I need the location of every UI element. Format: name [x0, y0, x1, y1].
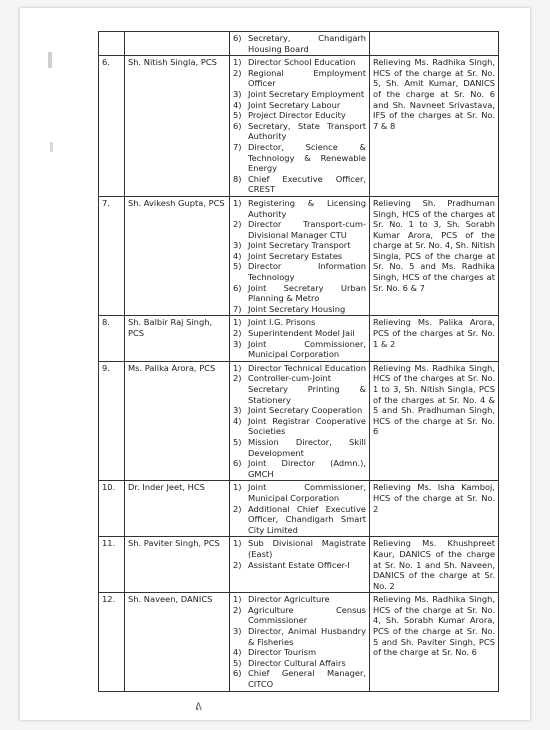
- duty-number: 3): [233, 240, 242, 251]
- duty-item: [233, 538, 366, 559]
- officer-name-cell: Ms. Palika Arora, PCS: [125, 361, 230, 481]
- duty-item: [233, 437, 366, 458]
- page-mark: ᕕ: [195, 702, 202, 713]
- duty-item: [233, 647, 366, 658]
- duty-text: Project Director Educity: [248, 110, 346, 121]
- duty-text: Joint Commissioner, Municipal Corporation: [248, 482, 366, 503]
- duty-item: [233, 100, 366, 111]
- duty-number: 2): [233, 373, 242, 384]
- duty-item: [233, 317, 366, 328]
- duties-list: [233, 363, 366, 480]
- duty-number: 2): [233, 328, 242, 339]
- duty-text: Joint Secretary Transport: [248, 240, 351, 251]
- serial-number-cell: 9.: [99, 361, 125, 481]
- duties-list: [233, 538, 366, 570]
- duty-item: [233, 328, 366, 339]
- duty-number: 7): [233, 303, 242, 314]
- serial-number-cell: 8.: [99, 316, 125, 361]
- table-row: [99, 196, 499, 316]
- duty-number: 7): [233, 141, 242, 152]
- charge-allocation-table: [98, 31, 499, 692]
- duty-number: 1): [233, 197, 242, 208]
- table-row: [99, 537, 499, 593]
- duties-cell: [230, 32, 370, 56]
- duty-number: 3): [233, 405, 242, 416]
- duty-text: Chief General Manager, CITCO: [248, 668, 366, 690]
- duty-item: [233, 416, 366, 437]
- remarks-cell: Relieving Ms. Palika Arora, PCS of the charges at Sr. No. 1 & 2: [370, 316, 499, 361]
- duty-number: 6): [233, 120, 242, 131]
- duty-text: Director Technical Education: [248, 362, 367, 373]
- duty-item: [233, 405, 366, 416]
- duty-text: Registering & Licensing Authority: [248, 197, 366, 219]
- duty-number: 4): [233, 647, 242, 658]
- serial-number-cell: 6.: [99, 56, 125, 197]
- duty-text: Secretary, Chandigarh Housing Board: [248, 33, 366, 54]
- duties-cell: [230, 537, 370, 593]
- duty-item: [233, 251, 366, 262]
- serial-number-cell: 12.: [99, 593, 125, 691]
- duties-cell: [230, 361, 370, 481]
- duty-item: [233, 142, 366, 174]
- duty-text: Assistant Estate Officer-I: [248, 559, 350, 570]
- duty-number: 5): [233, 261, 242, 272]
- duty-text: Director Information Technology: [248, 261, 366, 283]
- duty-item: [233, 33, 366, 54]
- duty-number: 1): [233, 317, 242, 328]
- table-row: [99, 481, 499, 537]
- serial-number-cell: 11.: [99, 537, 125, 593]
- duty-text: Director, Animal Husbandry & Fisheries: [248, 626, 366, 647]
- officer-name-cell: Dr. Inder Jeet, HCS: [125, 481, 230, 537]
- duty-text: Joint Secretary Cooperation: [248, 405, 363, 416]
- duty-item: [233, 605, 366, 626]
- duty-text: Director Tourism: [248, 647, 317, 658]
- duty-number: 2): [233, 67, 242, 78]
- duty-item: [233, 261, 366, 282]
- duty-number: 6): [233, 668, 242, 679]
- duty-item: [233, 198, 366, 219]
- duty-number: 6): [233, 282, 242, 293]
- officer-name-cell: Sh. Avikesh Gupta, PCS: [125, 196, 230, 316]
- scan-mark: [48, 52, 52, 68]
- duties-cell: [230, 316, 370, 361]
- table-row: [99, 32, 499, 56]
- duties-cell: [230, 56, 370, 197]
- duty-item: [233, 504, 366, 536]
- duty-text: Controller-cum-Joint Secretary Printing & Stationery: [248, 373, 366, 405]
- officer-name-cell: Sh. Paviter Singh, PCS: [125, 537, 230, 593]
- duties-cell: [230, 196, 370, 316]
- serial-number-cell: [99, 32, 125, 56]
- remarks-cell: Relieving Sh. Pradhuman Singh, HCS of the charges at Sr. No. 1 to 3, Sh. Sorabh Kumar Arora, PCS of the charge at Sr. No. 4, Sh. Nitish Singla, PCS of the charge at Sr. No. 5 and Ms. Radhika Singh, HCS of the charges at Sr. No. 6 & 7: [370, 196, 499, 316]
- duty-number: 3): [233, 626, 242, 637]
- duty-item: [233, 482, 366, 503]
- duty-number: 1): [233, 594, 242, 605]
- duty-number: 5): [233, 110, 242, 121]
- duty-number: 8): [233, 173, 242, 184]
- duty-text: Joint I.G. Prisons: [248, 317, 316, 328]
- duty-text: Joint Director (Admn.), GMCH: [248, 458, 366, 479]
- table-row: [99, 56, 499, 197]
- duty-item: [233, 283, 366, 304]
- duty-text: Agriculture Census Commissioner: [248, 604, 366, 626]
- duty-text: Director Transport-cum-Divisional Manager CTU: [248, 219, 366, 240]
- duty-number: 6): [233, 33, 242, 43]
- duties-list: [233, 482, 366, 535]
- duty-text: Director Agriculture: [248, 594, 330, 605]
- duty-item: [233, 658, 366, 669]
- officer-name-cell: Sh. Naveen, DANICS: [125, 593, 230, 691]
- table-row: [99, 316, 499, 361]
- remarks-cell: Relieving Ms. Radhika Singh, HCS of the charge at Sr. No. 5, Sh. Amit Kumar, DANICS of the charge at Sr. No. 6 and Sh. Navneet Srivastava, IFS of the charges at Sr. No. 7 & 8: [370, 56, 499, 197]
- duty-number: 4): [233, 99, 242, 110]
- duties-list: [233, 33, 366, 54]
- duty-number: 1): [233, 482, 242, 493]
- duty-number: 2): [233, 503, 242, 514]
- duty-text: Joint Commissioner, Municipal Corporation: [248, 338, 366, 360]
- duty-text: Director, Science & Technology & Renewable Energy: [248, 141, 366, 174]
- duty-text: Joint Secretary Labour: [248, 99, 341, 110]
- duty-item: [233, 219, 366, 240]
- duty-item: [233, 594, 366, 605]
- duty-number: 2): [233, 559, 242, 570]
- duties-cell: [230, 593, 370, 691]
- table-row: [99, 593, 499, 691]
- duty-number: 1): [233, 57, 242, 68]
- duties-list: [233, 317, 366, 359]
- duty-text: Sub Divisional Magistrate (East): [248, 538, 366, 559]
- duty-number: 5): [233, 657, 242, 668]
- officer-name-cell: Sh. Balbir Raj Singh, PCS: [125, 316, 230, 361]
- duty-item: [233, 560, 366, 571]
- duty-item: [233, 339, 366, 360]
- duty-number: 5): [233, 436, 242, 447]
- remarks-cell: Relieving Ms. Isha Kamboj, HCS of the charge at Sr. No. 2: [370, 481, 499, 537]
- duty-item: [233, 363, 366, 374]
- duty-item: [233, 110, 366, 121]
- remarks-cell: Relieving Ms. Radhika Singh, HCS of the charges at Sr. No. 1 to 3, Sh. Nitish Singla, PCS of the charges at Sr. No. 4 & 5 and Sh. Pradhuman Singh, HCS of the charge at Sr. No. 6: [370, 361, 499, 481]
- duties-cell: [230, 481, 370, 537]
- duty-number: 1): [233, 362, 242, 373]
- duty-text: Mission Director, Skill Development: [248, 436, 366, 458]
- duty-item: [233, 458, 366, 479]
- duty-number: 3): [233, 338, 242, 349]
- duty-item: [233, 668, 366, 689]
- duty-text: Chief Executive Officer, CREST: [248, 173, 366, 195]
- duty-text: Regional Employment Officer: [248, 67, 366, 89]
- duties-list: [233, 594, 366, 689]
- duty-item: [233, 57, 366, 68]
- table-row: [99, 361, 499, 481]
- duty-item: [233, 626, 366, 647]
- duty-item: [233, 240, 366, 251]
- duty-text: Joint Secretary Estates: [248, 250, 343, 261]
- duty-number: 6): [233, 458, 242, 469]
- duties-list: [233, 198, 366, 315]
- duty-text: Joint Registrar Cooperative Societies: [248, 415, 366, 437]
- serial-number-cell: 10.: [99, 481, 125, 537]
- duty-item: [233, 89, 366, 100]
- duty-number: 4): [233, 250, 242, 261]
- duty-text: Joint Secretary Housing: [248, 303, 346, 314]
- duty-number: 2): [233, 219, 242, 230]
- duty-text: Joint Secretary Urban Planning & Metro: [248, 282, 366, 304]
- duty-number: 1): [233, 538, 242, 549]
- duty-text: Joint Secretary Employment: [248, 88, 365, 99]
- duty-text: Director Cultural Affairs: [248, 657, 346, 668]
- serial-number-cell: 7.: [99, 196, 125, 316]
- remarks-cell: Relieving Ms. Khushpreet Kaur, DANICS of the charge at Sr. No. 1 and Sh. Naveen, DANICS of the charge at Sr. No. 2: [370, 537, 499, 593]
- duty-item: [233, 304, 366, 315]
- duty-item: [233, 68, 366, 89]
- officer-name-cell: [125, 32, 230, 56]
- duty-number: 4): [233, 415, 242, 426]
- duty-text: Superintendent Model Jail: [248, 328, 355, 339]
- duty-item: [233, 121, 366, 142]
- duty-item: [233, 373, 366, 405]
- duties-list: [233, 57, 366, 195]
- officer-name-cell: Sh. Nitish Singla, PCS: [125, 56, 230, 197]
- remarks-cell: [370, 32, 499, 56]
- duty-text: Director School Education: [248, 57, 356, 68]
- duty-text: Additional Chief Executive Officer, Chandigarh Smart City Limited: [248, 503, 366, 535]
- duty-number: 3): [233, 88, 242, 99]
- remarks-cell: Relieving Ms. Radhika Singh, HCS of the charge at Sr. No. 4, Sh. Sorabh Kumar Arora, PCS of the charge at Sr. No. 5 and Sh. Paviter Singh, PCS of the charge at Sr. No. 6: [370, 593, 499, 691]
- duty-number: 2): [233, 604, 242, 615]
- document-page: [20, 8, 530, 720]
- duty-text: Secretary, State Transport Authority: [248, 120, 366, 142]
- scan-mark: [50, 142, 53, 152]
- duty-item: [233, 174, 366, 195]
